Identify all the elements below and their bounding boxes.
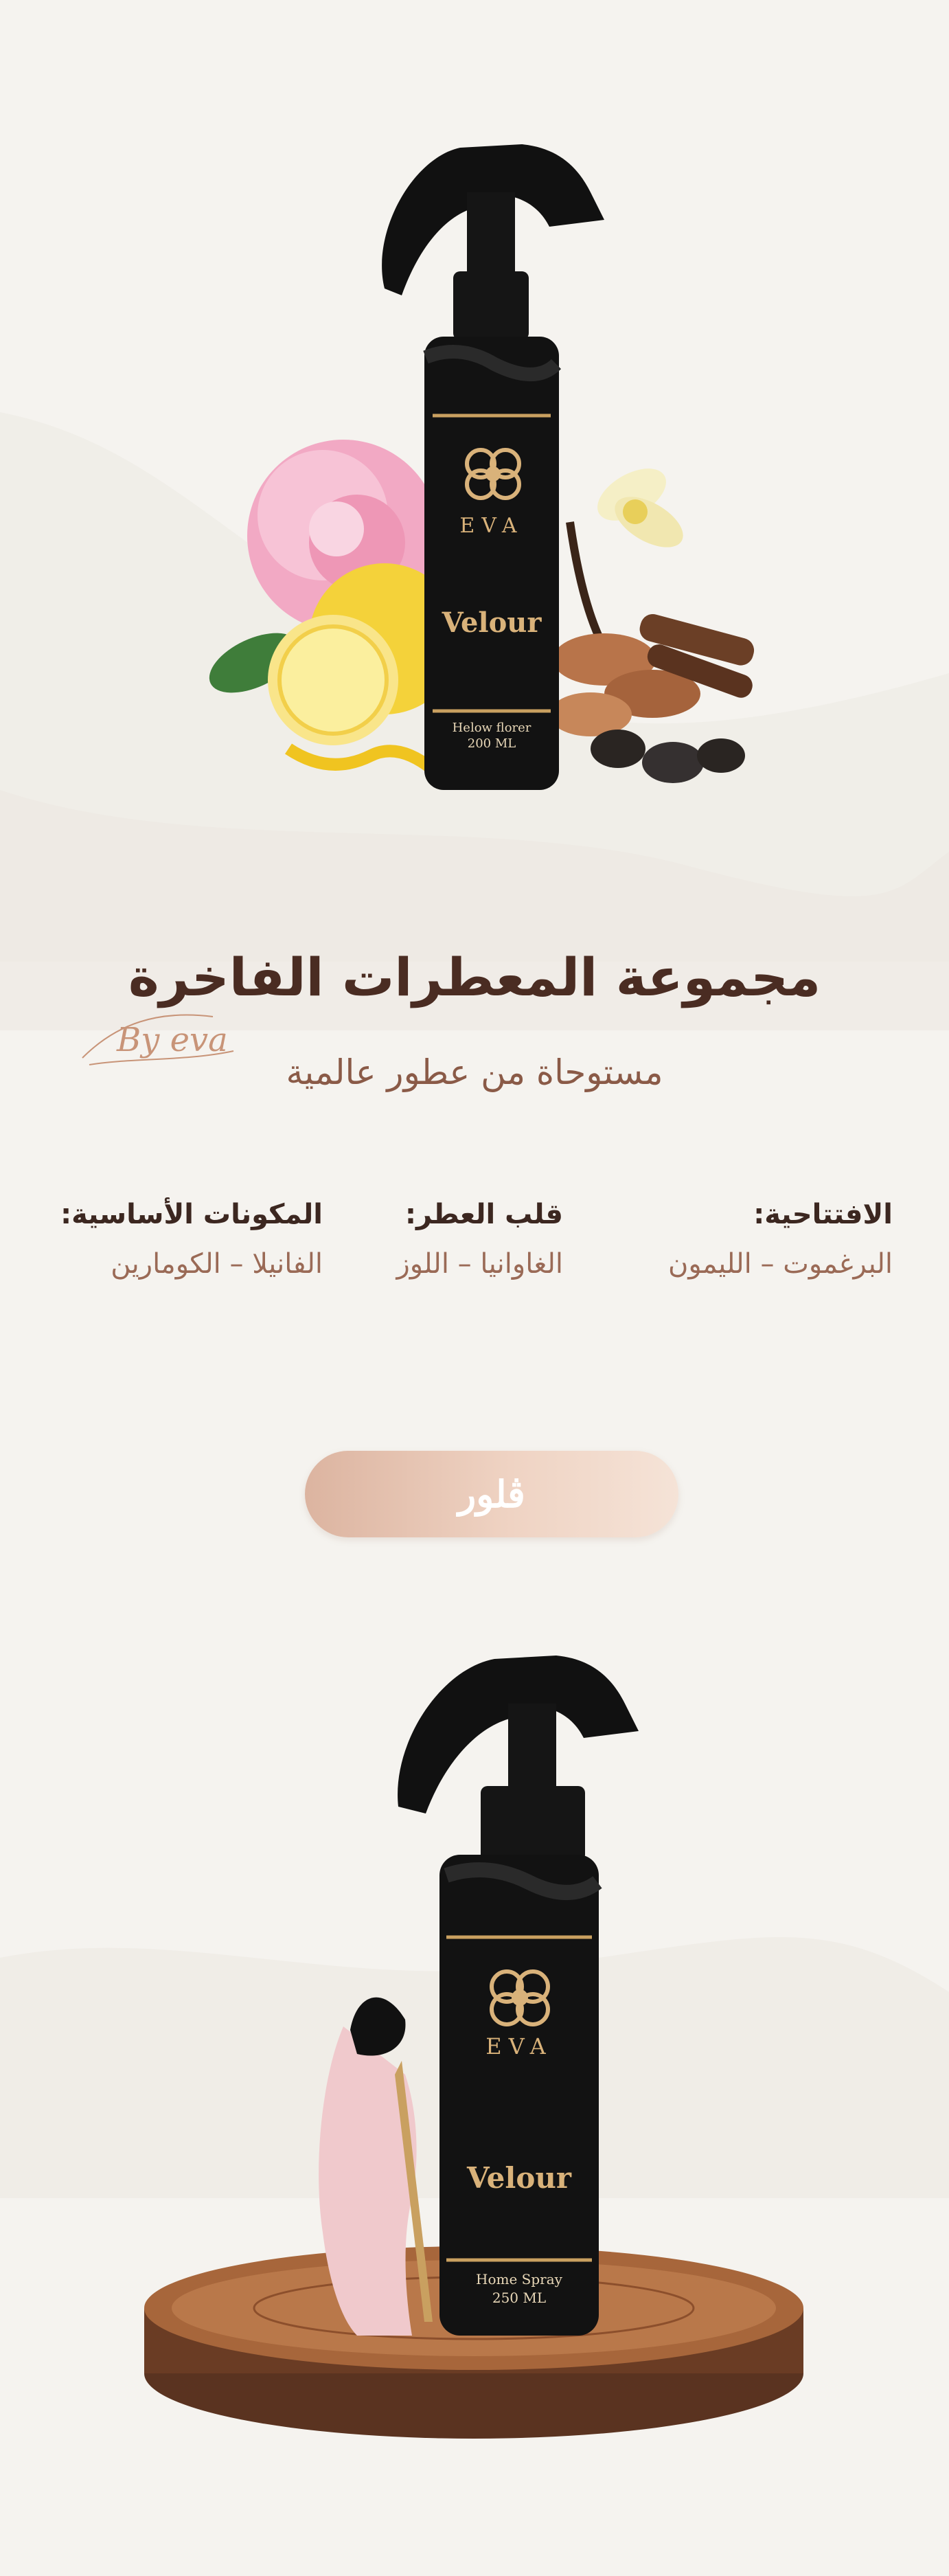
bottle-label-line2: 250 ML [492, 2290, 547, 2306]
notes-top-value: البرغموت – الليمون [667, 1248, 893, 1280]
product-bottle [424, 337, 559, 790]
notes-heart-title: قلب العطر: [405, 1199, 563, 1230]
notes-top-title: الافتتاحية: [753, 1199, 893, 1230]
notes-top [625, 1199, 893, 1280]
notes-heart-value: الغاوانيا – اللوز [396, 1248, 563, 1280]
collection-title: مجموعة المعطرات الفاخرة [128, 947, 821, 1008]
bottle-label-line1: Helow florer [452, 721, 531, 735]
bottle-product-name: Velour [442, 607, 542, 639]
bottle-product-name: Velour [466, 2161, 572, 2195]
notes-heart [364, 1199, 563, 1280]
bottle-brand: EVA [485, 2033, 553, 2059]
product-name-button[interactable]: ڤلور [305, 1451, 678, 1537]
notes-base-title: المكونات الأساسية: [60, 1199, 323, 1230]
signature-text: By eva [117, 1021, 228, 1059]
bottle-label-line2: 200 ML [467, 736, 516, 751]
notes-base [41, 1199, 323, 1280]
hero-product-image [0, 0, 949, 893]
bottle-label-line1: Home Spray [476, 2271, 562, 2287]
notes-base-value: الفانيلا – الكومارين [111, 1248, 323, 1280]
collection-subtitle: مستوحاة من عطور عالمية [286, 1052, 663, 1092]
product-bottle [439, 1855, 599, 2336]
almonds [549, 611, 757, 783]
home-spray-product-image [0, 1580, 949, 2576]
bottle-brand: EVA [459, 514, 524, 538]
